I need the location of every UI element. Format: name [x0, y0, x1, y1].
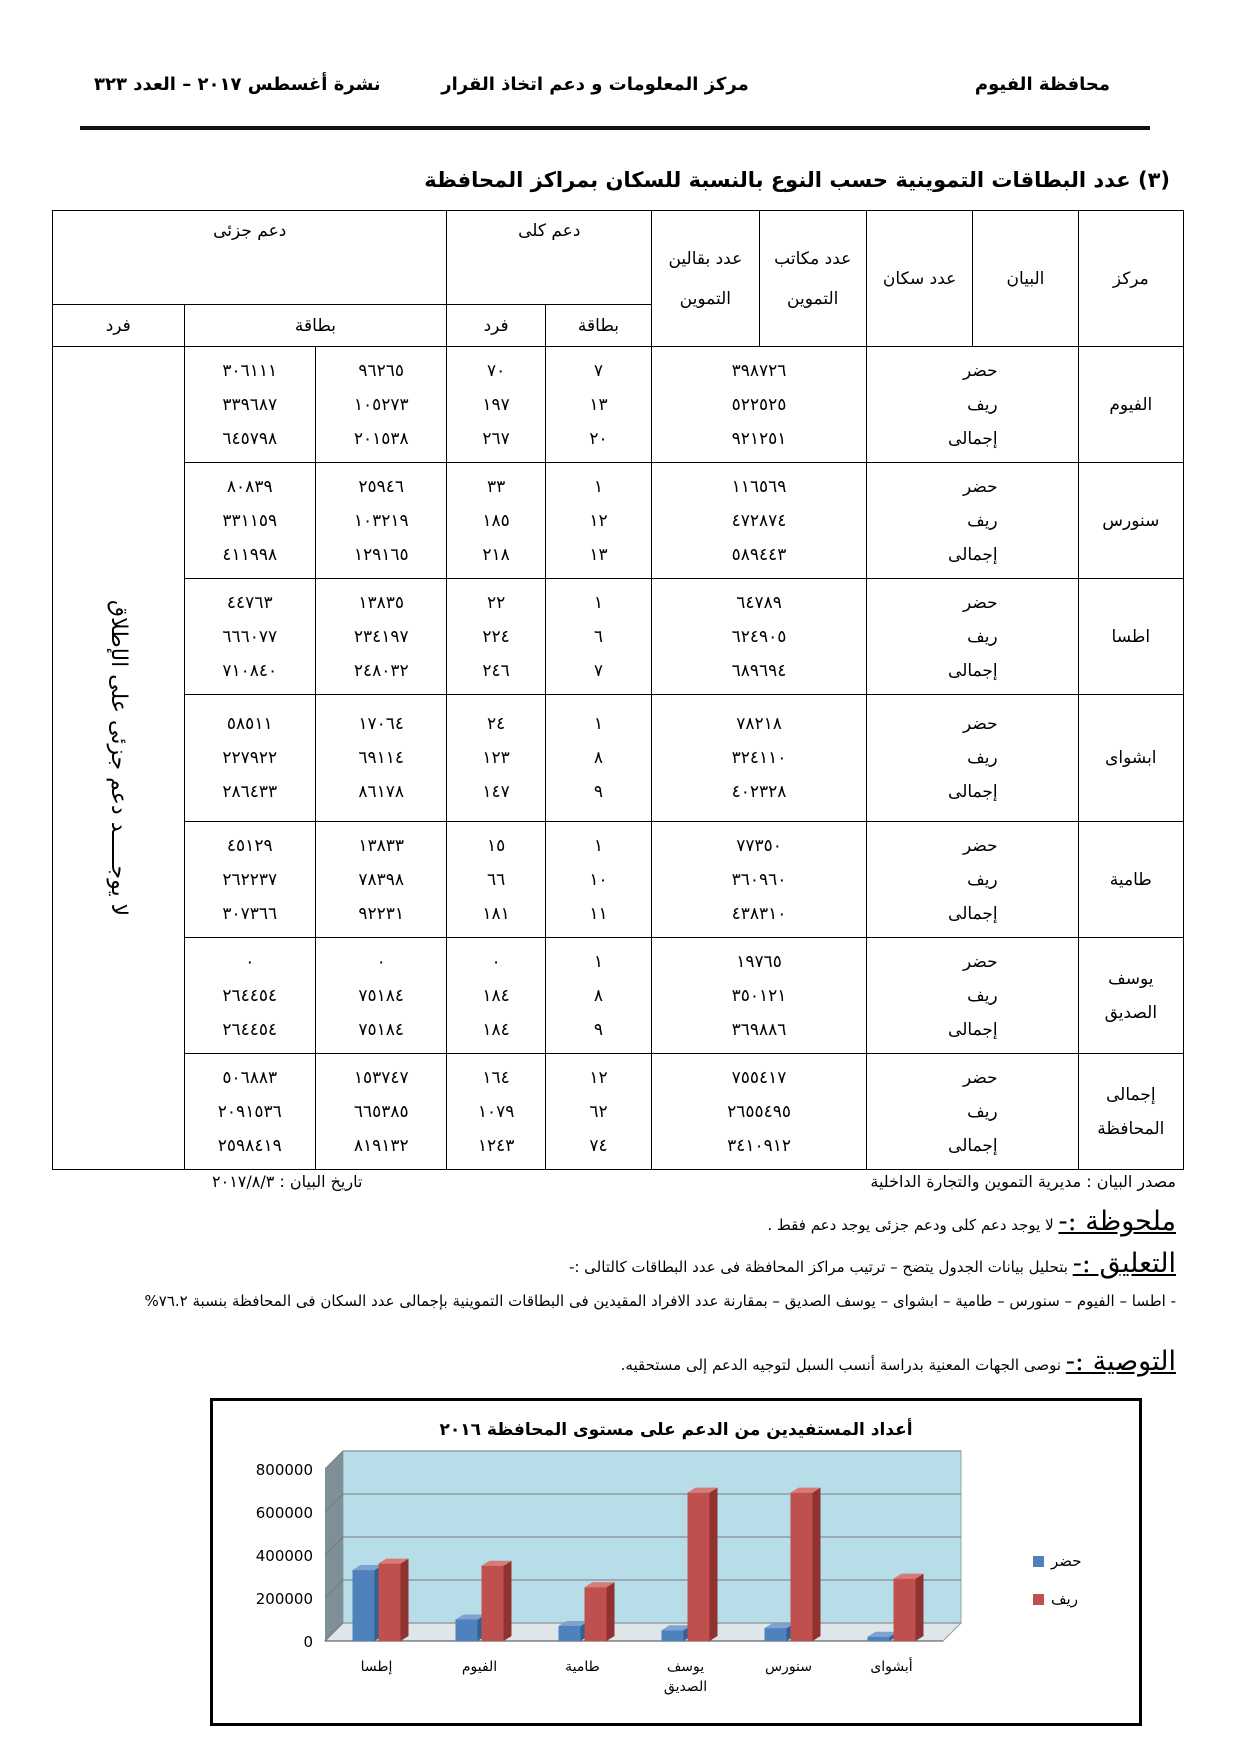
- bar-side: [916, 1574, 924, 1641]
- k_card-value: ١: [593, 951, 604, 972]
- bayan-type: إجمالى: [948, 660, 998, 681]
- note-label: ملحوظة :-: [1058, 1206, 1176, 1237]
- k_card-value: ٩: [593, 1019, 604, 1040]
- bayan-type: حضر: [963, 360, 998, 381]
- j_person-value: ٣٠٦١١١: [222, 360, 278, 381]
- legend-swatch: [1033, 1594, 1044, 1605]
- col-makatib: عدد مكاتب التموين: [759, 211, 866, 347]
- bayan-type: إجمالى: [948, 1019, 998, 1040]
- chart-floor: [325, 1623, 961, 1641]
- table-row: [53, 695, 1184, 822]
- kolli-person-cell: [447, 1054, 545, 1170]
- k_person-value: ٦٦: [486, 869, 506, 890]
- k_person-value: ١٢٣: [482, 748, 510, 768]
- table-row: [53, 579, 1184, 695]
- bayan-type: ريف: [967, 626, 998, 647]
- bar: [379, 1564, 401, 1641]
- kolli-person-cell: [447, 822, 545, 938]
- col-kolli: دعم كلى: [447, 211, 652, 305]
- no-partial-support-text: لا يوجـــــد دعم جزئى على الإطلاق: [105, 599, 131, 917]
- k_person-value: ١٨١: [482, 903, 510, 924]
- y-tick-label: 400000: [255, 1547, 313, 1565]
- pop-value: ٣٥٠١٢١: [731, 985, 787, 1006]
- note-text: لا يوجد دعم كلى ودعم جزئى يوجد دعم فقط .: [767, 1216, 1059, 1234]
- bayan-type: إجمالى: [948, 1135, 998, 1156]
- k_person-value: ١٨٤: [482, 985, 510, 1006]
- juzai-card-1-cell: [315, 822, 446, 938]
- sub-kolli-card: بطاقة: [545, 305, 651, 347]
- col-bayan: البيان: [973, 211, 1078, 347]
- j_card-value: ٠: [376, 951, 386, 972]
- chart-svg: [213, 1401, 1139, 1723]
- header-center: مركز المعلومات و دعم اتخاذ القرار: [441, 74, 749, 95]
- bar: [688, 1493, 710, 1641]
- k_person-value: ١٤٧: [482, 782, 510, 802]
- table-row: [53, 938, 1184, 1054]
- col-sukkan: عدد سكان: [866, 211, 972, 347]
- pop-value: ٣٤١٠٩١٢: [727, 1135, 791, 1156]
- j_card-value: ٧٥١٨٤: [358, 1019, 405, 1040]
- j_person-value: ٢٨٦٤٣٣: [222, 782, 278, 802]
- kolli-person-cell: [447, 463, 545, 579]
- markaz-name: إجمالى المحافظة: [1078, 1054, 1183, 1170]
- population-cell: [652, 695, 867, 822]
- juzai-card-1-cell: [315, 347, 446, 463]
- k_person-value: ٢٤٦: [482, 660, 510, 681]
- j_card-value: ٧٨٣٩٨: [358, 869, 405, 890]
- j_card-value: ١٧٠٦٤: [358, 714, 405, 734]
- population-cell: [652, 347, 867, 463]
- bar: [585, 1587, 607, 1641]
- k_person-value: ٢٤: [486, 714, 506, 734]
- population-cell: [652, 822, 867, 938]
- j_card-value: ١٠٣٢١٩: [353, 510, 409, 531]
- data-date: تاريخ البيان : ٢٠١٧/٨/٣: [212, 1172, 363, 1191]
- page-header: [80, 74, 1110, 104]
- bar: [456, 1620, 478, 1642]
- bar-side: [607, 1582, 615, 1641]
- k_card-value: ٩: [593, 782, 604, 802]
- legend-label: حضر: [1051, 1552, 1082, 1570]
- pop-value: ٧٧٣٥٠: [736, 835, 782, 856]
- j_card-value: ٢٤٨٠٣٢: [353, 660, 409, 681]
- x-tick-label: سنورس: [764, 1659, 813, 1675]
- k_card-value: ٧٤: [589, 1135, 608, 1156]
- bayan-cell: [866, 1054, 1078, 1170]
- x-tick-label: يوسف: [666, 1659, 705, 1675]
- bayan-type: إجمالى: [948, 544, 998, 565]
- k_person-value: ١٢٤٣: [477, 1135, 515, 1156]
- kolli-card-cell: [545, 1054, 651, 1170]
- no-partial-support-cell: [53, 347, 185, 1170]
- col-baqqalin: عدد بقالين التموين: [652, 211, 759, 347]
- j_card-value: ٢٣٤١٩٧: [353, 626, 409, 647]
- bayan-type: حضر: [963, 951, 998, 972]
- k_card-value: ٧: [593, 660, 604, 681]
- bar: [765, 1628, 787, 1641]
- pop-value: ٥٨٩٤٤٣: [731, 544, 787, 565]
- col-markaz: مركز: [1078, 211, 1183, 347]
- j_person-value: ٦٤٥٧٩٨: [222, 428, 278, 449]
- j_card-value: ١٠٥٢٧٣: [353, 394, 409, 415]
- recommendation-label: التوصية :-: [1065, 1346, 1176, 1377]
- chart-title: أعداد المستفيدين من الدعم على مستوى المحافظة ٢٠١٦: [439, 1420, 913, 1440]
- j_person-value: ٥٠٦٨٨٣: [222, 1067, 278, 1088]
- j_card-value: ١٥٣٧٤٧: [353, 1067, 409, 1088]
- kolli-person-cell: [447, 579, 545, 695]
- juzai-card-2-cell: [184, 938, 315, 1054]
- j_card-value: ١٣٨٣٥: [358, 592, 405, 613]
- k_card-value: ٦: [593, 626, 604, 647]
- bar: [791, 1493, 813, 1641]
- bayan-type: ريف: [967, 510, 998, 531]
- comment-paragraph: - اطسا – الفيوم – سنورس – طامية – ابشواى – يوسف الصديق – بمقارنة عدد الافراد المقيدين فى البطاقات التموينية بإجمالى عدد السكان فى المحافظة بنسبة ٧٦.٢%: [144, 1292, 1176, 1310]
- table-title: (٣) عدد البطاقات التموينية حسب النوع بالنسبة للسكان بمراكز المحافظة: [424, 168, 1170, 192]
- comment-line: [569, 1248, 1176, 1279]
- k_person-value: ١٩٧: [482, 394, 510, 415]
- j_person-value: ٢٥٩٨٤١٩: [217, 1135, 282, 1156]
- bar: [353, 1570, 375, 1641]
- sub-kolli-person: فرد: [447, 305, 545, 347]
- j_person-value: ٤١١٩٩٨: [222, 544, 278, 565]
- pop-value: ٦٤٧٨٩: [736, 592, 782, 613]
- bayan-type: حضر: [963, 1067, 998, 1088]
- j_person-value: ٣٣٩٦٨٧: [222, 394, 278, 415]
- k_card-value: ٨: [593, 985, 604, 1006]
- j_person-value: ٤٤٧٦٣: [226, 592, 273, 613]
- pop-value: ٣٢٤١١٠: [731, 748, 787, 768]
- juzai-card-2-cell: [184, 695, 315, 822]
- kolli-card-cell: [545, 463, 651, 579]
- y-tick-label: 800000: [255, 1461, 313, 1479]
- pop-value: ٤٣٨٣١٠: [731, 903, 787, 924]
- kolli-card-cell: [545, 579, 651, 695]
- kolli-person-cell: [447, 938, 545, 1054]
- table-row: [53, 463, 1184, 579]
- k_card-value: ١: [593, 714, 604, 734]
- header-issue: نشرة أغسطس ٢٠١٧ – العدد ٣٢٣: [94, 74, 381, 95]
- bar-side: [401, 1559, 409, 1641]
- j_person-value: ٠: [245, 951, 255, 972]
- population-cell: [652, 579, 867, 695]
- x-tick-label: إطسا: [360, 1659, 393, 1675]
- bayan-type: إجمالى: [948, 782, 998, 802]
- k_card-value: ١١: [589, 903, 608, 924]
- bayan-cell: [866, 938, 1078, 1054]
- kolli-card-cell: [545, 695, 651, 822]
- juzai-card-2-cell: [184, 347, 315, 463]
- k_card-value: ١٢: [589, 510, 608, 531]
- j_person-value: ٣٠٧٣٦٦: [222, 903, 278, 924]
- juzai-card-2-cell: [184, 463, 315, 579]
- juzai-card-1-cell: [315, 579, 446, 695]
- bar: [559, 1626, 581, 1641]
- header-divider: [80, 126, 1150, 130]
- sub-juzai-card: بطاقة: [184, 305, 447, 347]
- kolli-card-cell: [545, 347, 651, 463]
- k_person-value: ٢٢: [486, 592, 506, 613]
- kolli-person-cell: [447, 695, 545, 822]
- k_card-value: ٦٢: [589, 1101, 608, 1122]
- data-source: مصدر البيان : مديرية التموين والتجارة الداخلية: [870, 1172, 1176, 1191]
- j_card-value: ٧٥١٨٤: [358, 985, 405, 1006]
- header-governorate: محافظة الفيوم: [974, 74, 1110, 95]
- k_person-value: ١٥: [486, 835, 506, 856]
- comment-text: بتحليل بيانات الجدول يتضح – ترتيب مراكز المحافظة فى عدد البطاقات كالتالى :-: [568, 1258, 1073, 1276]
- k_card-value: ٨: [593, 748, 604, 768]
- legend-label: ريف: [1051, 1590, 1078, 1608]
- k_person-value: ٣٣: [486, 476, 506, 497]
- bar-side: [813, 1488, 821, 1641]
- juzai-card-1-cell: [315, 1054, 446, 1170]
- j_card-value: ٦٦٥٣٨٥: [353, 1101, 409, 1122]
- comment-label: التعليق :-: [1072, 1248, 1176, 1279]
- k_person-value: ١٠٧٩: [477, 1101, 515, 1122]
- j_person-value: ٥٨٥١١: [226, 714, 273, 734]
- ration-cards-table: [52, 210, 1184, 1170]
- kolli-card-cell: [545, 938, 651, 1054]
- bayan-type: ريف: [967, 985, 998, 1006]
- pop-value: ٣٩٨٧٢٦: [731, 360, 787, 381]
- pop-value: ٣٦٠٩٦٠: [731, 869, 787, 890]
- juzai-card-1-cell: [315, 695, 446, 822]
- j_card-value: ٩٦٢٦٥: [358, 360, 405, 381]
- kolli-card-cell: [545, 822, 651, 938]
- population-cell: [652, 938, 867, 1054]
- k_person-value: ٠: [491, 951, 501, 972]
- bayan-type: ريف: [967, 1101, 998, 1122]
- population-cell: [652, 1054, 867, 1170]
- y-tick-label: 600000: [255, 1504, 313, 1522]
- x-tick-label: الصديق: [663, 1679, 708, 1695]
- juzai-card-2-cell: [184, 579, 315, 695]
- j_card-value: ٨٦١٧٨: [358, 782, 405, 802]
- pop-value: ٢٦٥٥٤٩٥: [727, 1101, 791, 1122]
- markaz-name: الفيوم: [1078, 347, 1183, 463]
- j_person-value: ٢٢٧٩٢٢: [222, 748, 278, 768]
- pop-value: ١٩٧٦٥: [736, 951, 782, 972]
- k_card-value: ١: [593, 476, 604, 497]
- j_person-value: ٨٠٨٣٩: [226, 476, 273, 497]
- k_person-value: ٢٢٤: [482, 626, 510, 647]
- pop-value: ٤٠٢٣٢٨: [731, 782, 787, 802]
- sub-juzai-person: فرد: [53, 305, 185, 347]
- table-row: [53, 1054, 1184, 1170]
- population-cell: [652, 463, 867, 579]
- k_card-value: ١٣: [589, 394, 608, 415]
- bayan-type: حضر: [963, 592, 998, 613]
- bar: [662, 1630, 684, 1641]
- col-juzai: دعم جزئى: [53, 211, 447, 305]
- j_card-value: ٦٩١١٤: [358, 748, 405, 768]
- bar: [894, 1579, 916, 1641]
- pop-value: ١١٦٥٦٩: [731, 476, 787, 497]
- j_card-value: ٢٠١٥٣٨: [353, 428, 409, 449]
- pop-value: ٧٥٥٤١٧: [731, 1067, 787, 1088]
- j_card-value: ١٣٨٣٣: [358, 835, 405, 856]
- bayan-type: حضر: [963, 835, 998, 856]
- j_person-value: ٦٦٦٠٧٧: [222, 626, 278, 647]
- bar: [868, 1637, 890, 1641]
- bayan-type: حضر: [963, 714, 998, 734]
- pop-value: ٦٨٩٦٩٤: [731, 660, 787, 681]
- k_card-value: ٧: [593, 360, 604, 381]
- juzai-card-1-cell: [315, 938, 446, 1054]
- note-line: [767, 1206, 1176, 1237]
- markaz-name: طامية: [1078, 822, 1183, 938]
- bayan-type: إجمالى: [948, 903, 998, 924]
- bayan-type: ريف: [967, 748, 998, 768]
- markaz-name: سنورس: [1078, 463, 1183, 579]
- j_person-value: ٢٠٩١٥٣٦: [217, 1101, 282, 1122]
- legend-swatch: [1033, 1556, 1044, 1567]
- j_card-value: ٢٥٩٤٦: [358, 476, 405, 497]
- k_card-value: ١٣: [589, 544, 608, 565]
- j_card-value: ١٢٩١٦٥: [353, 544, 409, 565]
- k_person-value: ٢١٨: [482, 544, 510, 565]
- bayan-type: حضر: [963, 476, 998, 497]
- juzai-card-2-cell: [184, 822, 315, 938]
- pop-value: ٥٢٢٥٢٥: [731, 394, 787, 415]
- x-tick-label: طامية: [565, 1659, 600, 1675]
- k_person-value: ١٨٤: [482, 1019, 510, 1040]
- juzai-card-1-cell: [315, 463, 446, 579]
- bayan-cell: [866, 347, 1078, 463]
- bayan-cell: [866, 579, 1078, 695]
- beneficiaries-chart: [210, 1398, 1142, 1726]
- markaz-name: اطسا: [1078, 579, 1183, 695]
- pop-value: ٩٢١٢٥١: [731, 428, 787, 449]
- j_person-value: ٧١٠٨٤٠: [222, 660, 278, 681]
- juzai-card-2-cell: [184, 1054, 315, 1170]
- j_card-value: ٨١٩١٣٢: [353, 1135, 409, 1156]
- pop-value: ٦٢٤٩٠٥: [731, 626, 787, 647]
- bayan-type: ريف: [967, 394, 998, 415]
- markaz-name: ابشواى: [1078, 695, 1183, 822]
- bayan-type: ريف: [967, 869, 998, 890]
- pop-value: ٤٧٢٨٧٤: [731, 510, 787, 531]
- bar: [482, 1566, 504, 1641]
- bayan-cell: [866, 822, 1078, 938]
- k_card-value: ١: [593, 592, 604, 613]
- y-tick-label: 200000: [255, 1590, 313, 1608]
- bayan-cell: [866, 463, 1078, 579]
- j_person-value: ٢٦٤٤٥٤: [222, 1019, 278, 1040]
- j_person-value: ٢٦٢٢٣٧: [222, 869, 278, 890]
- k_person-value: ١٨٥: [482, 510, 510, 531]
- j_card-value: ٩٢٢٣١: [358, 903, 405, 924]
- j_person-value: ٤٥١٢٩: [226, 835, 273, 856]
- bar-side: [710, 1488, 718, 1641]
- markaz-name: يوسف الصديق: [1078, 938, 1183, 1054]
- kolli-person-cell: [447, 347, 545, 463]
- pop-value: ٧٨٢١٨: [736, 714, 782, 734]
- k_person-value: ٢٦٧: [482, 428, 510, 449]
- recommendation-text: نوصى الجهات المعنية بدراسة أنسب السبل لتوجيه الدعم إلى مستحقيه.: [620, 1356, 1066, 1374]
- x-tick-label: أبشواى: [870, 1659, 913, 1675]
- bayan-type: إجمالى: [948, 428, 998, 449]
- k_card-value: ١٠: [589, 869, 608, 890]
- bayan-cell: [866, 695, 1078, 822]
- k_card-value: ٢٠: [589, 428, 608, 449]
- j_person-value: ٢٦٤٤٥٤: [222, 985, 278, 1006]
- k_card-value: ١: [593, 835, 604, 856]
- k_person-value: ١٦٤: [482, 1067, 510, 1088]
- k_person-value: ٧٠: [486, 360, 506, 381]
- x-tick-label: الفيوم: [461, 1659, 498, 1675]
- j_person-value: ٣٣١١٥٩: [222, 510, 278, 531]
- k_card-value: ١٢: [589, 1067, 608, 1088]
- y-tick-label: 0: [303, 1633, 313, 1651]
- pop-value: ٣٦٩٨٨٦: [731, 1019, 787, 1040]
- bar-side: [504, 1561, 512, 1641]
- table-row: [53, 822, 1184, 938]
- table-row: [53, 347, 1184, 463]
- recommendation-line: [621, 1346, 1176, 1377]
